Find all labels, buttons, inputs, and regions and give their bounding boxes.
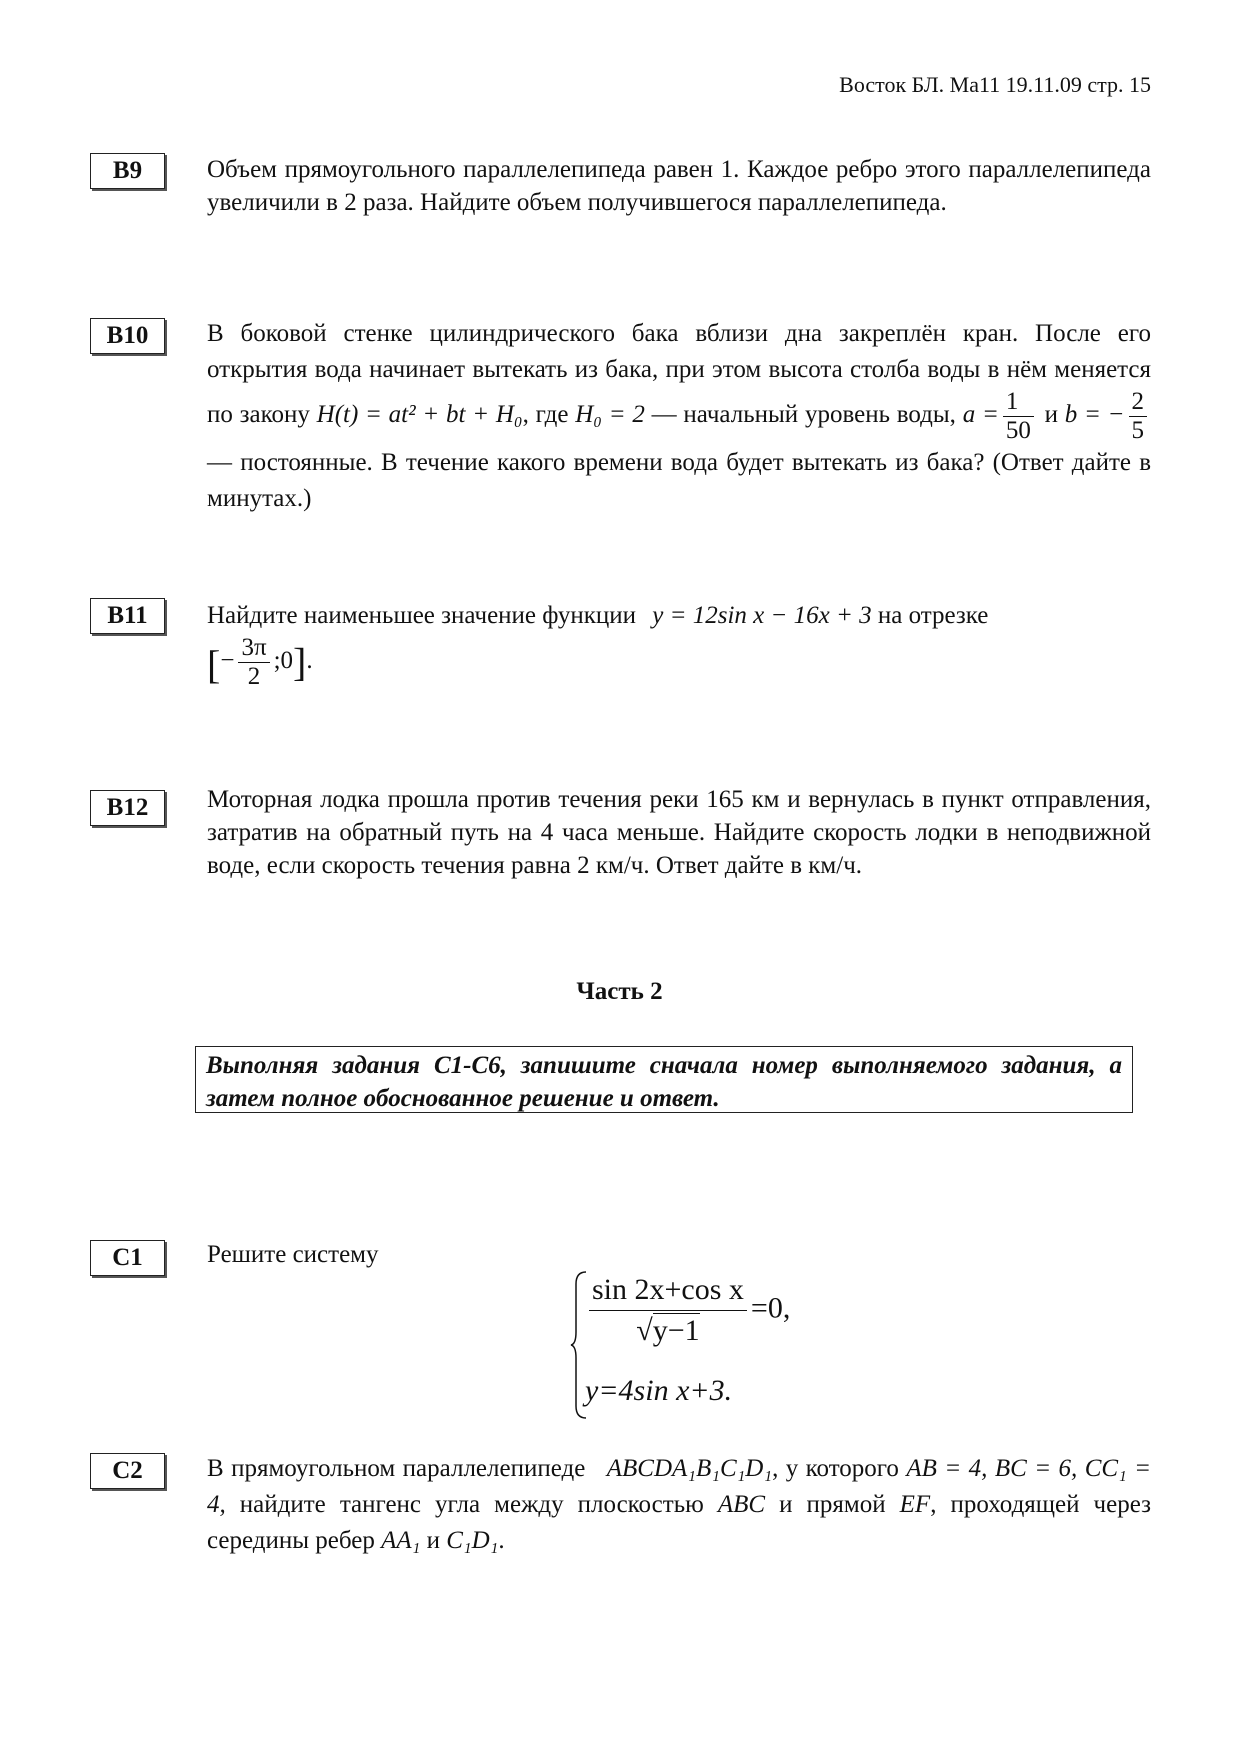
c2-figure: ABCDA₁B₁C₁D₁ (606, 1455, 773, 1482)
c1-eq2: y=4sin x+3. (585, 1374, 733, 1407)
task-label-b9: B9 (90, 153, 165, 189)
b11-bracket-left: [ (207, 641, 221, 687)
b11-interval-fraction (238, 634, 269, 691)
task-text-b10 (207, 316, 1151, 517)
b11-int-minus: − (220, 647, 235, 675)
b11-formula: y = 12sin x − 16x + 3 (652, 602, 872, 629)
c2-line: EF (899, 1491, 931, 1518)
c2-text-1: В прямоугольном параллелепипеде (207, 1455, 586, 1482)
b11-text-2: на отрезке (877, 602, 989, 629)
b10-a-num: 1 (1003, 388, 1034, 417)
c2-plane: ABC (717, 1491, 766, 1518)
page-header: Восток БЛ. Ма11 19.11.09 стр. 15 (839, 72, 1151, 97)
b10-text-2: — начальный уровень воды, (651, 401, 956, 429)
c1-eq1-den-wrap: √y−1 (636, 1314, 700, 1347)
task-label-b12: B12 (90, 790, 165, 826)
task-text-c1: Решите систему (207, 1241, 379, 1268)
b10-b-fraction (1129, 388, 1148, 445)
task-label-c2: C2 (90, 1453, 165, 1489)
task-text-b12: Моторная лодка прошла против течения реки 165 км и вернулась в пункт отправления, затратив на обратный путь на 4 часа меньше. Найдите скорость лодки в неподвижной воде, если скорость течения равна 2 км/ч. Ответ дайте в км/ч. (207, 786, 1151, 879)
b10-formula: H(t) = at² + bt + H₀ (316, 401, 523, 429)
c2-and: и (426, 1527, 440, 1554)
b10-b-lhs: b = − (1064, 401, 1125, 429)
task-label-b11: B11 (90, 598, 165, 634)
b10-a-den: 50 (1005, 417, 1031, 444)
b11-bracket-right: ] (293, 639, 307, 685)
b11-text: Найдите наименьшее значение функции (207, 602, 637, 629)
c2-c1d1: C₁D₁ (446, 1527, 499, 1554)
task-text-c2 (207, 1451, 1151, 1559)
b10-text-1: В боковой стенке цилиндрического бака вблизи дна закреплён кран. После его открытия вода начинает вытекать из бака, при этом высота столба воды в нём меняется по закону (207, 320, 1151, 429)
b10-text-3: — постоянные. В течение какого времени вода будет вытекать из бака? (Ответ дайте в минутах.) (207, 449, 1151, 512)
c1-eq1-num: sin 2x+cos x (589, 1270, 747, 1311)
c2-end: . (498, 1527, 505, 1554)
task-label-b10: B10 (90, 318, 165, 354)
task-text-b11: Найдите наименьшее значение функции y = 12sin x − 16x + 3 на отрезке [− $\frac{3\pi}{2}$ ;0]. (207, 602, 989, 690)
c2-ab: AB = 4, (906, 1455, 988, 1482)
c1-eq1-rhs: =0, (750, 1291, 791, 1325)
b11-int-end: ;0 (273, 647, 294, 675)
b10-and: и (1044, 401, 1058, 429)
c2-text-2: , у которого (772, 1455, 899, 1482)
b10-a-fraction (1003, 388, 1034, 445)
c2-text-3: найдите тангенс угла между плоскостью (239, 1491, 704, 1518)
c2-text-5: , проходящей через середины ребер (207, 1491, 1151, 1554)
c1-eq1 (585, 1270, 790, 1351)
b11-int-den: 2 (247, 663, 261, 690)
c1-system (570, 1270, 820, 1420)
c2-aa1: AA₁ (381, 1527, 421, 1554)
c2-cc1: CC₁ = 4, (207, 1455, 1152, 1518)
instruction-box: Выполняя задания С1-С6, запишите сначала номер выполняемого задания, а затем полное обоснованное решение и ответ. (195, 1046, 1133, 1113)
c1-eq1-den: y−1 (652, 1314, 700, 1347)
task-text-b9: Объем прямоугольного параллелепипеда равен 1. Каждое ребро этого параллелепипеда увеличили в 2 раза. Найдите объем получившегося параллелепипеда. (207, 156, 1151, 216)
b10-a-lhs: a = (962, 401, 999, 429)
task-label-c1: C1 (90, 1240, 165, 1276)
b10-where: , где (522, 401, 569, 429)
c1-eq1-fraction (589, 1270, 747, 1351)
b10-b-num: 2 (1129, 388, 1148, 417)
b10-h0: H₀ = 2 (575, 401, 645, 429)
b10-b-den: 5 (1131, 417, 1145, 444)
b11-int-num: 3π (238, 634, 269, 663)
c2-text-4: и прямой (779, 1491, 886, 1518)
c2-bc: BC = 6, (994, 1455, 1078, 1482)
part-title: Часть 2 (576, 978, 663, 1005)
